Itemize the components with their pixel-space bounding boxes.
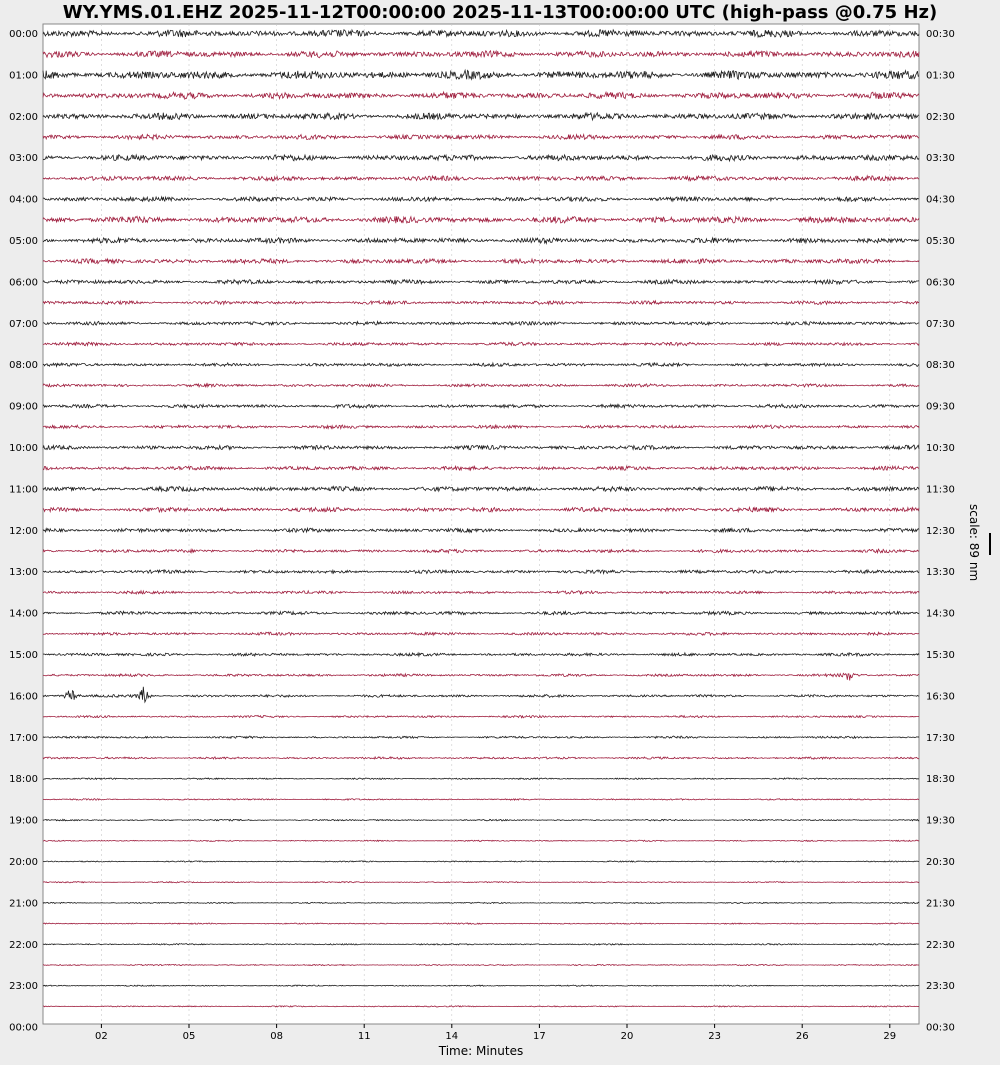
x-tick-label: 17 (533, 1031, 546, 1042)
left-time-label: 02:00 (9, 111, 38, 123)
right-time-label: 12:30 (926, 525, 955, 537)
right-time-label: 06:30 (926, 277, 955, 289)
left-time-labels (9, 29, 38, 1034)
x-tick-label: 11 (357, 1031, 371, 1042)
left-time-label: 11:00 (9, 484, 38, 496)
right-time-label: 20:30 (926, 857, 955, 868)
right-time-label: 16:30 (926, 691, 955, 703)
left-time-label: 05:00 (9, 236, 38, 247)
left-time-label: 21:00 (9, 898, 38, 910)
x-tick-label: 26 (795, 1031, 809, 1042)
left-time-label: 07:00 (9, 318, 38, 330)
left-time-label: 16:00 (9, 691, 38, 703)
x-tick-label: 14 (445, 1031, 459, 1042)
right-time-label: 19:30 (926, 815, 955, 827)
left-time-label: 01:00 (9, 70, 38, 82)
left-time-label: 17:00 (9, 732, 38, 744)
right-time-labels (926, 29, 955, 1034)
x-tick-label: 23 (708, 1031, 721, 1042)
right-time-label: 00:30 (926, 29, 955, 40)
right-time-label: 07:30 (926, 318, 955, 330)
right-time-label: 14:30 (926, 608, 955, 620)
right-time-label: 21:30 (926, 898, 955, 910)
right-time-label: 08:30 (926, 360, 955, 372)
right-time-label: 13:30 (926, 567, 955, 579)
left-time-label: 14:00 (9, 608, 38, 620)
right-time-label: 22:30 (926, 939, 955, 951)
right-time-label: 15:30 (926, 650, 955, 661)
left-time-label: 00:00 (9, 29, 38, 40)
right-time-label: 04:30 (926, 194, 955, 206)
chart-title: WY.YMS.01.EHZ 2025-11-12T00:00:00 2025-11-13T00:00:00 UTC (high-pass @0.75 Hz) (62, 2, 938, 23)
x-tick-label: 08 (270, 1031, 283, 1042)
x-tick-label: 29 (883, 1031, 897, 1042)
left-time-label: 12:00 (9, 525, 38, 537)
x-axis-label: Time: Minutes (438, 1044, 524, 1058)
right-time-label: 23:30 (926, 981, 955, 993)
right-time-label: 18:30 (926, 774, 955, 786)
plot-area (43, 24, 919, 1024)
left-time-label: 20:00 (9, 857, 38, 868)
left-time-label: 22:00 (9, 939, 38, 951)
right-time-label: 09:30 (926, 401, 955, 413)
left-time-label: 09:00 (9, 401, 38, 413)
left-time-label: 23:00 (9, 981, 38, 993)
left-time-label: 10:00 (9, 443, 38, 454)
left-time-label: 18:00 (9, 774, 38, 786)
left-time-label: 08:00 (9, 360, 38, 372)
left-time-label: 19:00 (9, 815, 38, 827)
left-time-label: 15:00 (9, 650, 38, 661)
left-time-label: 13:00 (9, 567, 38, 579)
right-time-label: 11:30 (926, 484, 955, 496)
x-axis-ticks (95, 1024, 896, 1042)
x-tick-label: 02 (95, 1031, 108, 1042)
right-time-label: 10:30 (926, 443, 955, 454)
right-time-label: 03:30 (926, 153, 955, 165)
x-tick-label: 20 (620, 1031, 634, 1042)
right-time-label: 02:30 (926, 111, 955, 123)
right-time-label: 17:30 (926, 732, 955, 744)
x-tick-label: 05 (182, 1031, 196, 1042)
left-time-label: 06:00 (9, 277, 38, 289)
left-time-label: 00:00 (9, 1022, 38, 1034)
right-time-label: 05:30 (926, 236, 955, 247)
left-time-label: 04:00 (9, 194, 38, 206)
right-time-label: 00:30 (926, 1022, 955, 1034)
left-time-label: 03:00 (9, 153, 38, 165)
right-time-label: 01:30 (926, 70, 955, 82)
scale-label: scale: 89 nm (967, 504, 981, 582)
